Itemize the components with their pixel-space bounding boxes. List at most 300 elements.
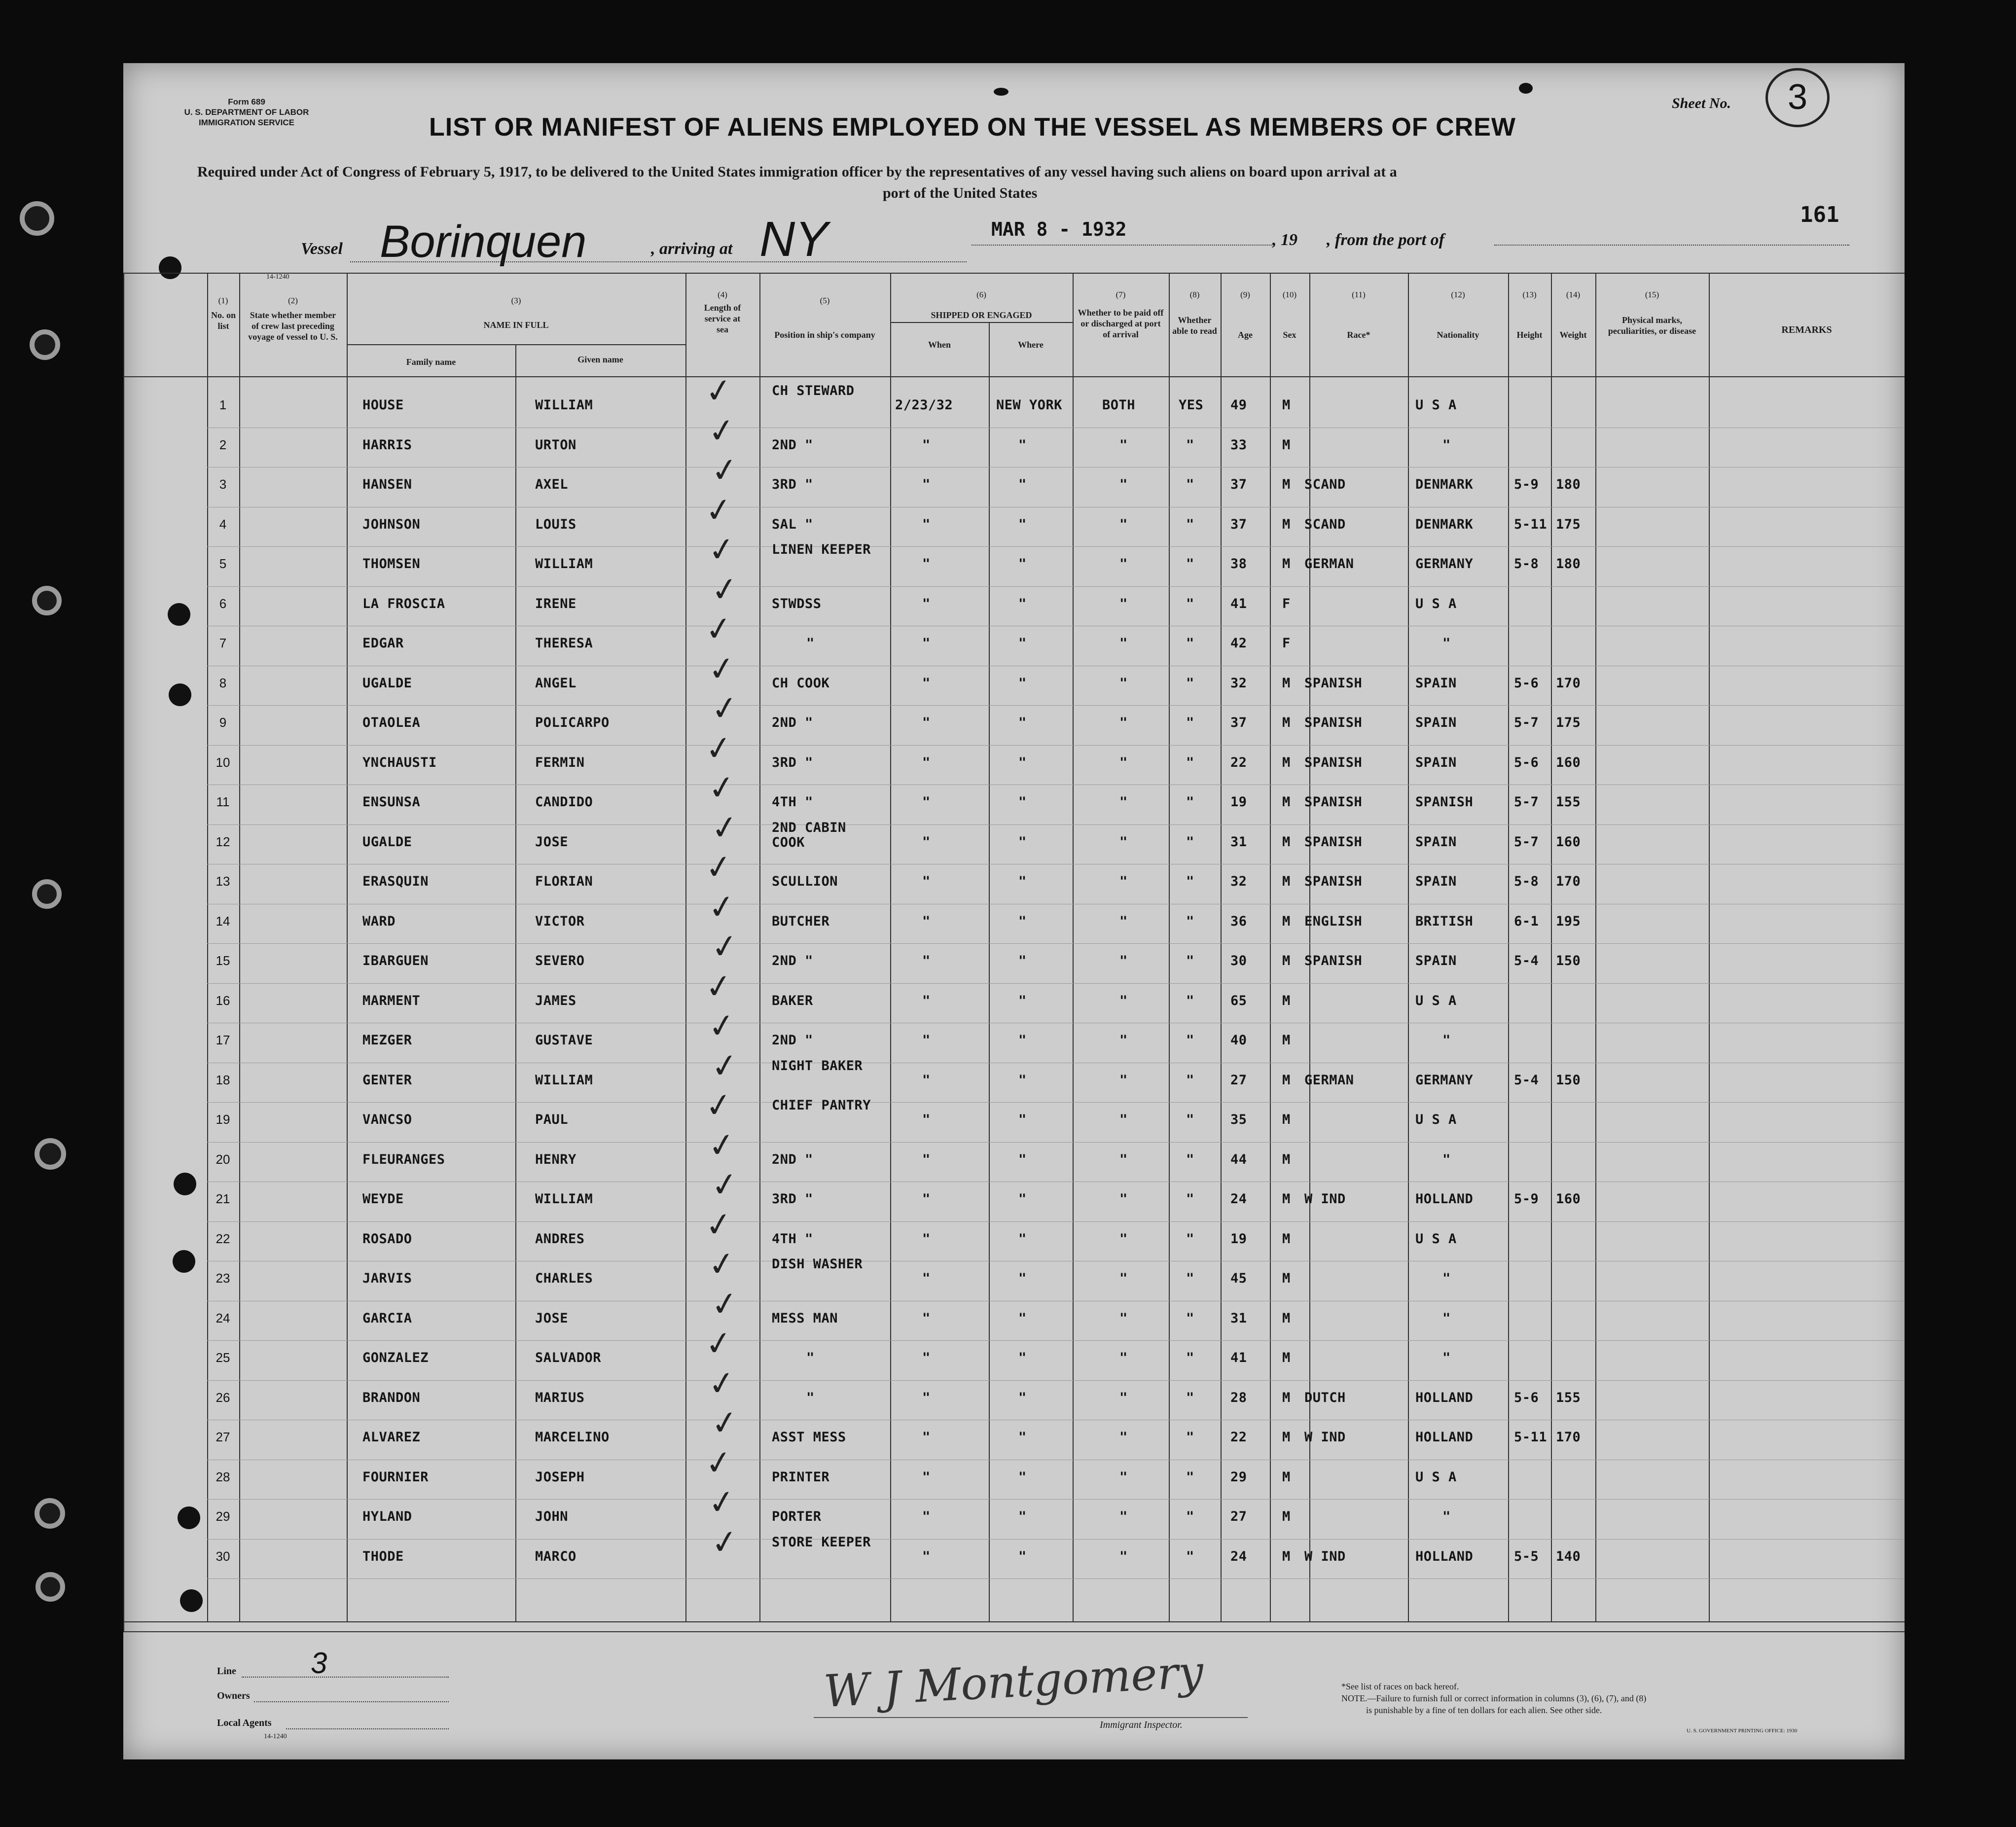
able-to-read-cell: " [1186, 1072, 1194, 1088]
sex-cell: M [1282, 834, 1291, 850]
col11-number: (11) [1352, 290, 1366, 299]
race-cell: SPANISH [1304, 794, 1363, 810]
race-cell: W IND [1304, 1548, 1346, 1564]
family-name-cell: IBARGUEN [362, 953, 429, 968]
given-name-cell: HENRY [535, 1151, 576, 1167]
given-name-cell: JOHN [535, 1509, 569, 1524]
race-cell: GERMAN [1304, 1072, 1354, 1088]
paid-off-cell: " [1119, 834, 1128, 850]
form-code: 14-1240 [266, 273, 289, 281]
family-name-cell: ENSUNSA [362, 794, 421, 810]
punch-hole [35, 1138, 66, 1170]
sex-cell: M [1282, 1231, 1291, 1247]
paid-off-cell: " [1119, 754, 1128, 770]
shipped-where-cell: NEW YORK [996, 397, 1063, 413]
shipped-when-cell: " [922, 1271, 931, 1286]
check-mark-icon: ✓ [702, 608, 735, 650]
position-cell: MESS MAN [772, 1310, 838, 1326]
sex-cell: M [1282, 1390, 1291, 1405]
given-name-cell: PAUL [535, 1112, 569, 1127]
sex-cell: M [1282, 1310, 1291, 1326]
position-cell: SCULLION [772, 874, 838, 889]
check-mark-icon: ✓ [705, 767, 738, 809]
paid-off-cell: " [1119, 1430, 1128, 1445]
age-cell: 41 [1230, 596, 1247, 611]
sex-cell: M [1282, 913, 1291, 929]
col13-number: (13) [1522, 290, 1537, 299]
races-note: *See list of races on back hereof. [1341, 1682, 1459, 1691]
given-name-cell: WILLIAM [535, 556, 593, 572]
age-cell: 31 [1230, 1310, 1247, 1326]
family-name-cell: HANSEN [362, 477, 412, 492]
shipped-where-cell: " [1018, 1112, 1027, 1127]
sex-cell: M [1282, 1271, 1291, 1286]
position-cell: DISH WASHER [772, 1256, 863, 1272]
owners-label: Owners [217, 1690, 250, 1701]
shipped-when-cell: " [922, 477, 931, 492]
age-cell: 42 [1230, 636, 1247, 651]
able-to-read-cell: " [1186, 437, 1194, 453]
shipped-where-cell: " [1018, 993, 1027, 1008]
weight-cell: 180 [1556, 556, 1581, 572]
col10-number: (10) [1282, 290, 1297, 299]
department-name: U. S. DEPARTMENT OF LABOR [184, 107, 309, 117]
row-number-cell: 6 [219, 596, 227, 611]
family-name-cell: VANCSO [362, 1112, 412, 1127]
weight-cell: 160 [1556, 754, 1581, 770]
given-name-cell: LOUIS [535, 516, 576, 532]
given-name-cell: JAMES [535, 993, 576, 1008]
col6-header: SHIPPED OR ENGAGED [931, 310, 1032, 320]
paid-off-cell: " [1119, 477, 1128, 492]
position-cell: 2ND " [772, 715, 813, 730]
shipped-when-cell: " [922, 754, 931, 770]
family-name-cell: BRANDON [362, 1390, 421, 1405]
race-cell: W IND [1304, 1430, 1346, 1445]
check-mark-icon: ✓ [708, 1045, 741, 1086]
age-cell: 33 [1230, 437, 1247, 453]
check-mark-icon: ✓ [708, 569, 741, 610]
race-cell: SPANISH [1304, 834, 1363, 850]
position-cell: " [806, 636, 815, 651]
position-cell: CHIEF PANTRY [772, 1098, 871, 1113]
col6-number: (6) [976, 290, 986, 299]
weight-cell: 160 [1556, 834, 1581, 850]
paid-off-cell: " [1119, 874, 1128, 889]
nationality-cell: " [1442, 636, 1451, 651]
position-cell: ASST MESS [772, 1430, 846, 1445]
shipped-when-cell: " [922, 1310, 931, 1326]
shipped-when-cell: " [922, 1033, 931, 1048]
age-cell: 28 [1230, 1390, 1247, 1405]
family-name-cell: LA FROSCIA [362, 596, 445, 611]
weight-cell: 170 [1556, 1430, 1581, 1445]
col5-header: Position in ship's company [774, 330, 875, 340]
position-cell: 2ND " [772, 953, 813, 968]
nationality-cell: GERMANY [1415, 1072, 1474, 1088]
shipped-when-cell: " [922, 715, 931, 730]
shipped-when-cell: " [922, 1469, 931, 1485]
shipped-when-cell: " [922, 437, 931, 453]
able-to-read-cell: " [1186, 1271, 1194, 1286]
given-name-cell: VICTOR [535, 913, 585, 929]
agents-label: Local Agents [217, 1718, 272, 1728]
sex-cell: M [1282, 1430, 1291, 1445]
paid-off-cell: " [1119, 1191, 1128, 1207]
check-mark-icon: ✓ [705, 1005, 738, 1047]
check-mark-icon: ✓ [702, 370, 735, 412]
given-name-cell: URTON [535, 437, 576, 453]
able-to-read-cell: " [1186, 1231, 1194, 1247]
sex-cell: M [1282, 556, 1291, 572]
row-number-cell: 4 [219, 516, 227, 532]
age-cell: 19 [1230, 1231, 1247, 1247]
family-name-cell: MEZGER [362, 1033, 412, 1048]
col13-header: Height [1516, 330, 1543, 340]
shipped-where-cell: " [1018, 1231, 1027, 1247]
check-mark-icon: ✓ [708, 1521, 741, 1563]
punch-hole [20, 201, 54, 236]
shipped-where-cell: " [1018, 834, 1027, 850]
punch-hole [30, 329, 60, 360]
nationality-cell: HOLLAND [1415, 1191, 1474, 1207]
col4-number: (4) [718, 290, 727, 299]
able-to-read-cell: " [1186, 1430, 1194, 1445]
height-cell: 5-6 [1514, 754, 1539, 770]
check-mark-icon: ✓ [705, 529, 738, 571]
position-cell: NIGHT BAKER [772, 1058, 863, 1074]
row-number-cell: 16 [216, 993, 230, 1008]
punch-hole [180, 1589, 203, 1612]
arriving-port: NY [759, 212, 828, 267]
row-number-cell: 27 [216, 1430, 230, 1444]
row-number-cell: 5 [219, 556, 227, 571]
nationality-cell: U S A [1415, 1231, 1457, 1247]
shipped-where-cell: " [1018, 1271, 1027, 1286]
given-name-cell: THERESA [535, 636, 593, 651]
height-cell: 6-1 [1514, 913, 1539, 929]
paid-off-cell: " [1119, 715, 1128, 730]
shipped-where-cell: " [1018, 596, 1027, 611]
nationality-cell: U S A [1415, 596, 1457, 611]
given-name-cell: FLORIAN [535, 874, 593, 889]
family-name-cell: UGALDE [362, 834, 412, 850]
age-cell: 27 [1230, 1509, 1247, 1524]
nationality-cell: U S A [1415, 1469, 1457, 1485]
family-name-cell: GENTER [362, 1072, 412, 1088]
age-cell: 36 [1230, 913, 1247, 929]
weight-cell: 150 [1556, 953, 1581, 968]
row-number-cell: 14 [216, 913, 230, 929]
paid-off-cell: " [1119, 596, 1128, 611]
able-to-read-cell: " [1186, 953, 1194, 968]
shipped-when-cell: " [922, 1231, 931, 1247]
able-to-read-cell: " [1186, 596, 1194, 611]
nationality-cell: " [1442, 1033, 1451, 1048]
sex-cell: M [1282, 874, 1291, 889]
punch-hole [168, 603, 190, 626]
sex-cell: M [1282, 1350, 1291, 1365]
able-to-read-cell: " [1186, 1151, 1194, 1167]
shipped-when-cell: " [922, 913, 931, 929]
service-name: IMMIGRATION SERVICE [199, 118, 294, 127]
punch-hole [32, 879, 62, 909]
page-subtitle-line2: port of the United States [883, 185, 1038, 201]
printing-office: U. S. GOVERNMENT PRINTING OFFICE: 1930 [1687, 1728, 1798, 1734]
shipped-when-cell: " [922, 794, 931, 810]
shipped-when-cell: " [922, 1191, 931, 1207]
paid-off-cell: BOTH [1102, 397, 1136, 413]
height-cell: 5-8 [1514, 556, 1539, 572]
family-name-cell: YNCHAUSTI [362, 754, 437, 770]
check-mark-icon: ✓ [702, 1084, 735, 1126]
age-cell: 29 [1230, 1469, 1247, 1485]
col3-header: NAME IN FULL [483, 320, 549, 330]
check-mark-icon: ✓ [708, 687, 741, 729]
paid-off-cell: " [1119, 556, 1128, 572]
shipped-where-cell: " [1018, 913, 1027, 929]
shipped-where-cell: " [1018, 1509, 1027, 1524]
given-name-cell: WILLIAM [535, 1191, 593, 1207]
year-prefix: , 19 [1272, 231, 1297, 249]
shipped-where-cell: " [1018, 477, 1027, 492]
from-port-label: , from the port of [1327, 231, 1444, 249]
paid-off-cell: " [1119, 913, 1128, 929]
shipped-where-cell: " [1018, 715, 1027, 730]
given-name-cell: WILLIAM [535, 1072, 593, 1088]
race-cell: SCAND [1304, 516, 1346, 532]
given-name-cell: POLICARPO [535, 715, 610, 730]
able-to-read-cell: " [1186, 913, 1194, 929]
sex-cell: M [1282, 754, 1291, 770]
shipped-where-cell: " [1018, 1072, 1027, 1088]
shipped-where-cell: " [1018, 675, 1027, 691]
row-number-cell: 17 [216, 1033, 230, 1047]
shipped-when-cell: " [922, 1112, 931, 1127]
penalty-note-line1: NOTE.—Failure to furnish full or correct information in columns (3), (6), (7), and (8) [1341, 1693, 1647, 1703]
nationality-cell: DENMARK [1415, 516, 1474, 532]
row-number-cell: 28 [216, 1469, 230, 1484]
shipped-when-cell: " [922, 834, 931, 850]
col2-header: State whether member of crew last preceding voyage of vessel to U. S. [248, 310, 338, 342]
paid-off-cell: " [1119, 1548, 1128, 1564]
line-value: 3 [311, 1647, 327, 1680]
sheet-label: Sheet No. [1672, 95, 1731, 111]
given-name-cell: MARCO [535, 1548, 576, 1564]
col12-number: (12) [1451, 290, 1465, 299]
col7-number: (7) [1116, 290, 1126, 299]
shipped-where-cell: " [1018, 516, 1027, 532]
row-number-cell: 22 [216, 1231, 230, 1246]
check-mark-icon: ✓ [708, 1402, 741, 1444]
paid-off-cell: " [1119, 993, 1128, 1008]
nationality-cell: SPAIN [1415, 874, 1457, 889]
height-cell: 5-6 [1514, 1390, 1539, 1405]
sex-cell: M [1282, 1509, 1291, 1524]
able-to-read-cell: " [1186, 1390, 1194, 1405]
age-cell: 37 [1230, 516, 1247, 532]
agents-code: 14-1240 [264, 1733, 287, 1740]
race-cell: SPANISH [1304, 715, 1363, 730]
form-reference [178, 97, 316, 128]
paid-off-cell: " [1119, 794, 1128, 810]
given-name-cell: JOSEPH [535, 1469, 585, 1485]
family-name-cell: GARCIA [362, 1310, 412, 1326]
nationality-cell: U S A [1415, 993, 1457, 1008]
given-name-cell: AXEL [535, 477, 569, 492]
punch-hole [36, 1572, 65, 1602]
check-mark-icon: ✓ [705, 648, 738, 689]
position-cell: 4TH " [772, 1231, 813, 1247]
sex-cell: M [1282, 437, 1291, 453]
nationality-cell: " [1442, 1350, 1451, 1365]
row-number-cell: 21 [216, 1191, 230, 1206]
shipped-when-cell: " [922, 1509, 931, 1524]
shipped-where-cell: " [1018, 1151, 1027, 1167]
shipped-when-cell: 2/23/32 [895, 397, 953, 413]
shipped-when-cell: " [922, 1430, 931, 1445]
nationality-cell: SPAIN [1415, 715, 1457, 730]
age-cell: 41 [1230, 1350, 1247, 1365]
form-number: Form 689 [228, 97, 265, 107]
race-cell: SPANISH [1304, 675, 1363, 691]
paid-off-cell: " [1119, 437, 1128, 453]
able-to-read-cell: " [1186, 874, 1194, 889]
family-name-cell: HYLAND [362, 1509, 412, 1524]
position-cell: BUTCHER [772, 913, 830, 929]
col8-header: Whether able to read [1172, 315, 1217, 336]
family-name-cell: THOMSEN [362, 556, 421, 572]
sex-cell: M [1282, 477, 1291, 492]
given-name-cell: CANDIDO [535, 794, 593, 810]
position-cell: CH COOK [772, 675, 830, 691]
position-cell: BAKER [772, 993, 813, 1008]
shipped-when-cell: " [922, 516, 931, 532]
able-to-read-cell: " [1186, 556, 1194, 572]
able-to-read-cell: " [1186, 754, 1194, 770]
check-mark-icon: ✓ [705, 1481, 738, 1523]
sex-cell: M [1282, 1033, 1291, 1048]
col7-header: Whether to be paid off or discharged at port of arrival [1078, 308, 1164, 339]
nationality-cell: HOLLAND [1415, 1430, 1474, 1445]
weight-cell: 170 [1556, 874, 1581, 889]
row-number-cell: 12 [216, 834, 230, 849]
shipped-where-cell: " [1018, 754, 1027, 770]
weight-cell: 175 [1556, 516, 1581, 532]
check-mark-icon: ✓ [705, 886, 738, 928]
punch-hole [159, 256, 181, 279]
col5-number: (5) [820, 296, 830, 305]
row-number-cell: 15 [216, 953, 230, 968]
paid-off-cell: " [1119, 1271, 1128, 1286]
binding-mark [994, 88, 1008, 96]
sheet-number: 3 [1765, 68, 1830, 127]
position-cell: 3RD " [772, 1191, 813, 1207]
row-number-cell: 25 [216, 1350, 230, 1365]
check-mark-icon: ✓ [702, 489, 735, 531]
punch-hole [35, 1498, 65, 1529]
age-cell: 32 [1230, 675, 1247, 691]
race-cell: SPANISH [1304, 874, 1363, 889]
able-to-read-cell: " [1186, 834, 1194, 850]
row-number-cell: 9 [219, 715, 227, 730]
position-cell: STWDSS [772, 596, 822, 611]
col10-header: Sex [1283, 330, 1296, 340]
able-to-read-cell: " [1186, 1548, 1194, 1564]
given-name-cell: JOSE [535, 834, 569, 850]
weight-cell: 175 [1556, 715, 1581, 730]
sex-cell: M [1282, 1072, 1291, 1088]
height-cell: 5-6 [1514, 675, 1539, 691]
family-name-cell: ERASQUIN [362, 874, 429, 889]
height-cell: 5-7 [1514, 715, 1539, 730]
check-mark-icon: ✓ [705, 1124, 738, 1166]
able-to-read-cell: " [1186, 675, 1194, 691]
sex-cell: M [1282, 1548, 1291, 1564]
nationality-cell: SPANISH [1415, 794, 1474, 810]
family-name-cell: JOHNSON [362, 516, 421, 532]
age-cell: 65 [1230, 993, 1247, 1008]
able-to-read-cell: " [1186, 1350, 1194, 1365]
col11-header: Race* [1347, 330, 1370, 340]
able-to-read-cell: " [1186, 1509, 1194, 1524]
sex-cell: M [1282, 675, 1291, 691]
row-number-cell: 24 [216, 1310, 230, 1325]
age-cell: 44 [1230, 1151, 1247, 1167]
shipped-when-cell: " [922, 556, 931, 572]
given-name-header: Given name [577, 355, 623, 364]
age-cell: 27 [1230, 1072, 1247, 1088]
paid-off-cell: " [1119, 1151, 1128, 1167]
shipped-where-cell: " [1018, 1191, 1027, 1207]
age-cell: 35 [1230, 1112, 1247, 1127]
family-name-header: Family name [406, 357, 456, 367]
shipped-where-cell: " [1018, 1390, 1027, 1405]
race-cell: SCAND [1304, 477, 1346, 492]
inspector-signature: W J Montgomery [822, 1646, 1205, 1718]
col12-header: Nationality [1437, 330, 1479, 340]
given-name-cell: IRENE [535, 596, 576, 611]
age-cell: 22 [1230, 1430, 1247, 1445]
col9-number: (9) [1240, 290, 1250, 299]
able-to-read-cell: YES [1179, 397, 1204, 413]
height-cell: 5-11 [1514, 516, 1548, 532]
family-name-cell: FLEURANGES [362, 1151, 445, 1167]
row-number-cell: 13 [216, 874, 230, 889]
height-cell: 5-7 [1514, 834, 1539, 850]
punch-hole [178, 1506, 200, 1529]
shipped-when-cell: " [922, 596, 931, 611]
position-cell: STORE KEEPER [772, 1534, 871, 1550]
col15-number: (15) [1645, 290, 1659, 299]
able-to-read-cell: " [1186, 1112, 1194, 1127]
able-to-read-cell: " [1186, 477, 1194, 492]
shipped-where-cell: " [1018, 1430, 1027, 1445]
shipped-where-cell: " [1018, 437, 1027, 453]
sex-cell: M [1282, 993, 1291, 1008]
height-cell: 5-8 [1514, 874, 1539, 889]
arriving-label: , arriving at [651, 240, 733, 258]
remarks-header: REMARKS [1781, 324, 1832, 335]
family-name-cell: FOURNIER [362, 1469, 429, 1485]
check-mark-icon: ✓ [708, 449, 741, 491]
given-name-cell: WILLIAM [535, 397, 593, 413]
age-cell: 24 [1230, 1548, 1247, 1564]
check-mark-icon: ✓ [705, 1362, 738, 1404]
family-name-cell: THODE [362, 1548, 404, 1564]
check-mark-icon: ✓ [708, 1283, 741, 1325]
given-name-cell: CHARLES [535, 1271, 593, 1286]
